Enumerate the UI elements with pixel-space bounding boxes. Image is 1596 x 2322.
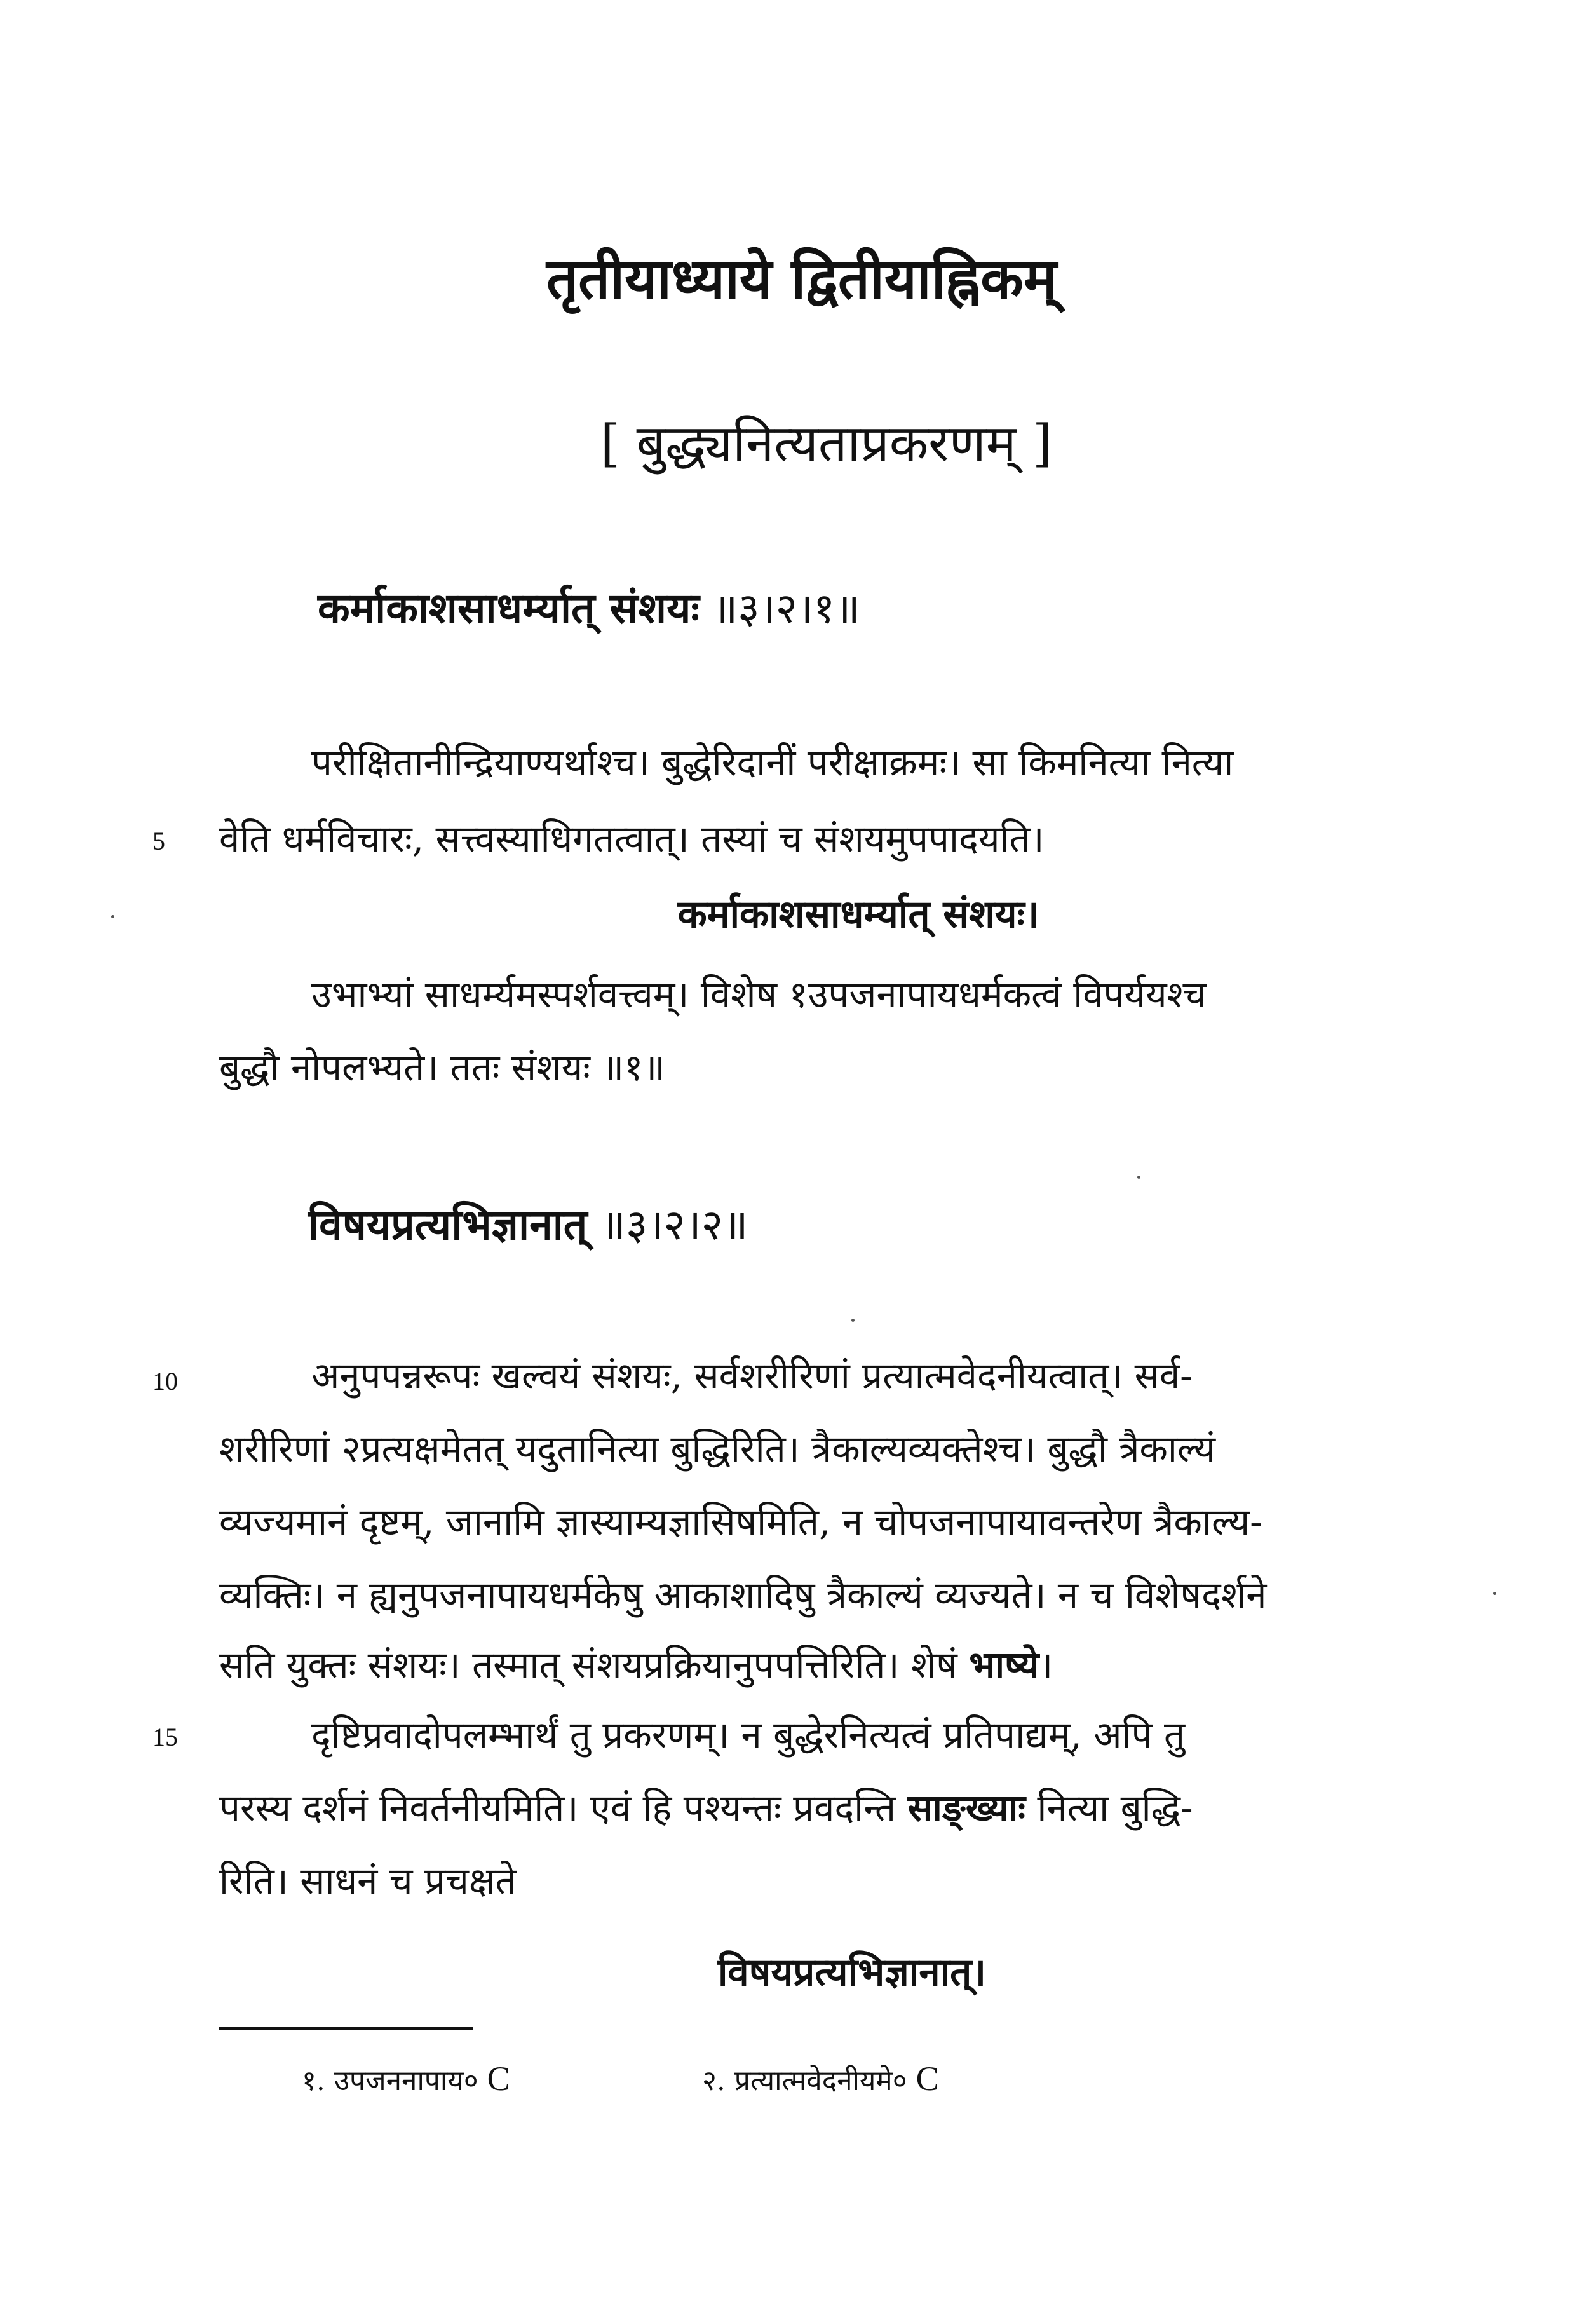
footnote-2-text: २. प्रत्यात्मवेदनीयमे०: [702, 2065, 916, 2097]
text-line-3: उभाभ्यां साधर्म्यमस्पर्शवत्त्वम्। विशेष १उपजनापायधर्मकत्वं विपर्ययश्च: [311, 973, 1207, 1016]
line-number-10: 10: [152, 1367, 178, 1395]
sutra-heading-1: [318, 578, 860, 635]
footnote-1-text: १. उपजननापाय०: [302, 2065, 487, 2097]
text-line-5: अनुपपन्नरूपः खल्वयं संशयः, सर्वशरीरिणां प्रत्यात्मवेदनीयत्वात्। सर्व-: [311, 1354, 1193, 1397]
footnote-2: [702, 2059, 939, 2098]
scan-speck: [851, 1319, 855, 1322]
sutra-inline-2: विषयप्रत्यभिज्ञानात्।: [717, 1950, 987, 1995]
text-line-10: दृष्टिप्रवादोपलम्भार्थं तु प्रकरणम्। न बुद्धेरनित्यत्वं प्रतिपाद्यम्, अपि तु: [311, 1713, 1186, 1756]
line-number-5: 5: [152, 827, 165, 855]
text-line-9: [219, 1640, 1414, 1690]
bhashye-bold: भाष्ये: [969, 1643, 1039, 1687]
footnote-1-siglum: C: [487, 2060, 510, 2098]
sutra-1-text: कर्माकाशसाधर्म्यात् संशयः: [318, 583, 700, 633]
text-line-9-a: सति युक्तः संशयः। तस्मात् संशयप्रक्रियानुपपत्तिरिति। शेषं: [219, 1643, 970, 1687]
sutra-1-ref: ॥३।२।१॥: [699, 584, 860, 633]
sutra-inline-1: कर्माकाशसाधर्म्यात् संशयः।: [677, 892, 1039, 937]
text-line-9-c: ।: [1039, 1643, 1053, 1687]
text-line-4: बुद्धौ नोपलभ्यते। ततः संशयः ॥१॥: [219, 1046, 666, 1089]
text-line-6: शरीरिणां २प्रत्यक्षमेतत् यदुतानित्या बुद्धिरिति। त्रैकाल्यव्यक्तेश्च। बुद्धौ त्रैकाल्यं: [219, 1427, 1216, 1470]
scan-speck: [1493, 1592, 1496, 1595]
sutra-2-ref: ॥३।२।२॥: [587, 1200, 748, 1249]
scan-speck: [1137, 1176, 1140, 1179]
text-line-1: परीक्षितानीन्द्रियाण्यर्थाश्च। बुद्धेरिदानीं परीक्षाक्रमः। सा किमनित्या नित्या: [311, 741, 1234, 784]
text-line-8: व्यक्तिः। न ह्यनुपजनापायधर्मकेषु आकाशादिषु त्रैकाल्यं व्यज्यते। न च विशेषदर्शने: [219, 1573, 1267, 1617]
text-line-11-c: नित्या बुद्धि-: [1025, 1786, 1193, 1830]
text-line-11-a: परस्य दर्शनं निवर्तनीयमिति। एवं हि पश्यन्तः प्रवदन्ति: [219, 1786, 908, 1830]
text-line-11: [219, 1782, 1414, 1833]
chapter-title: तृतीयाध्याये द्वितीयाह्निकम्: [546, 245, 1057, 311]
section-title: [ बुद्ध्यनित्यताप्रकरणम् ]: [600, 414, 1053, 473]
text-line-12: रिति। साधनं च प्रचक्षते: [219, 1859, 517, 1903]
text-line-2: वेति धर्मविचारः, सत्त्वस्याधिगतत्वात्। तस्यां च संशयमुपपादयति।: [219, 817, 1045, 860]
footnote-1: [302, 2059, 510, 2098]
footnote-2-siglum: C: [916, 2060, 939, 2098]
footnote-rule: [219, 2027, 473, 2030]
text-line-7: व्यज्यमानं दृष्टम्, जानामि ज्ञास्याम्यज्ञासिषमिति, न चोपजनापायावन्तरेण त्रैकाल्य-: [219, 1500, 1262, 1544]
line-number-15: 15: [152, 1723, 178, 1751]
sankhya-bold: साङ्ख्याः: [907, 1786, 1025, 1830]
sutra-heading-2: [308, 1195, 748, 1252]
scan-speck: [111, 915, 114, 918]
sutra-2-text: विषयप्रत्यभिज्ञानात्: [308, 1200, 588, 1249]
